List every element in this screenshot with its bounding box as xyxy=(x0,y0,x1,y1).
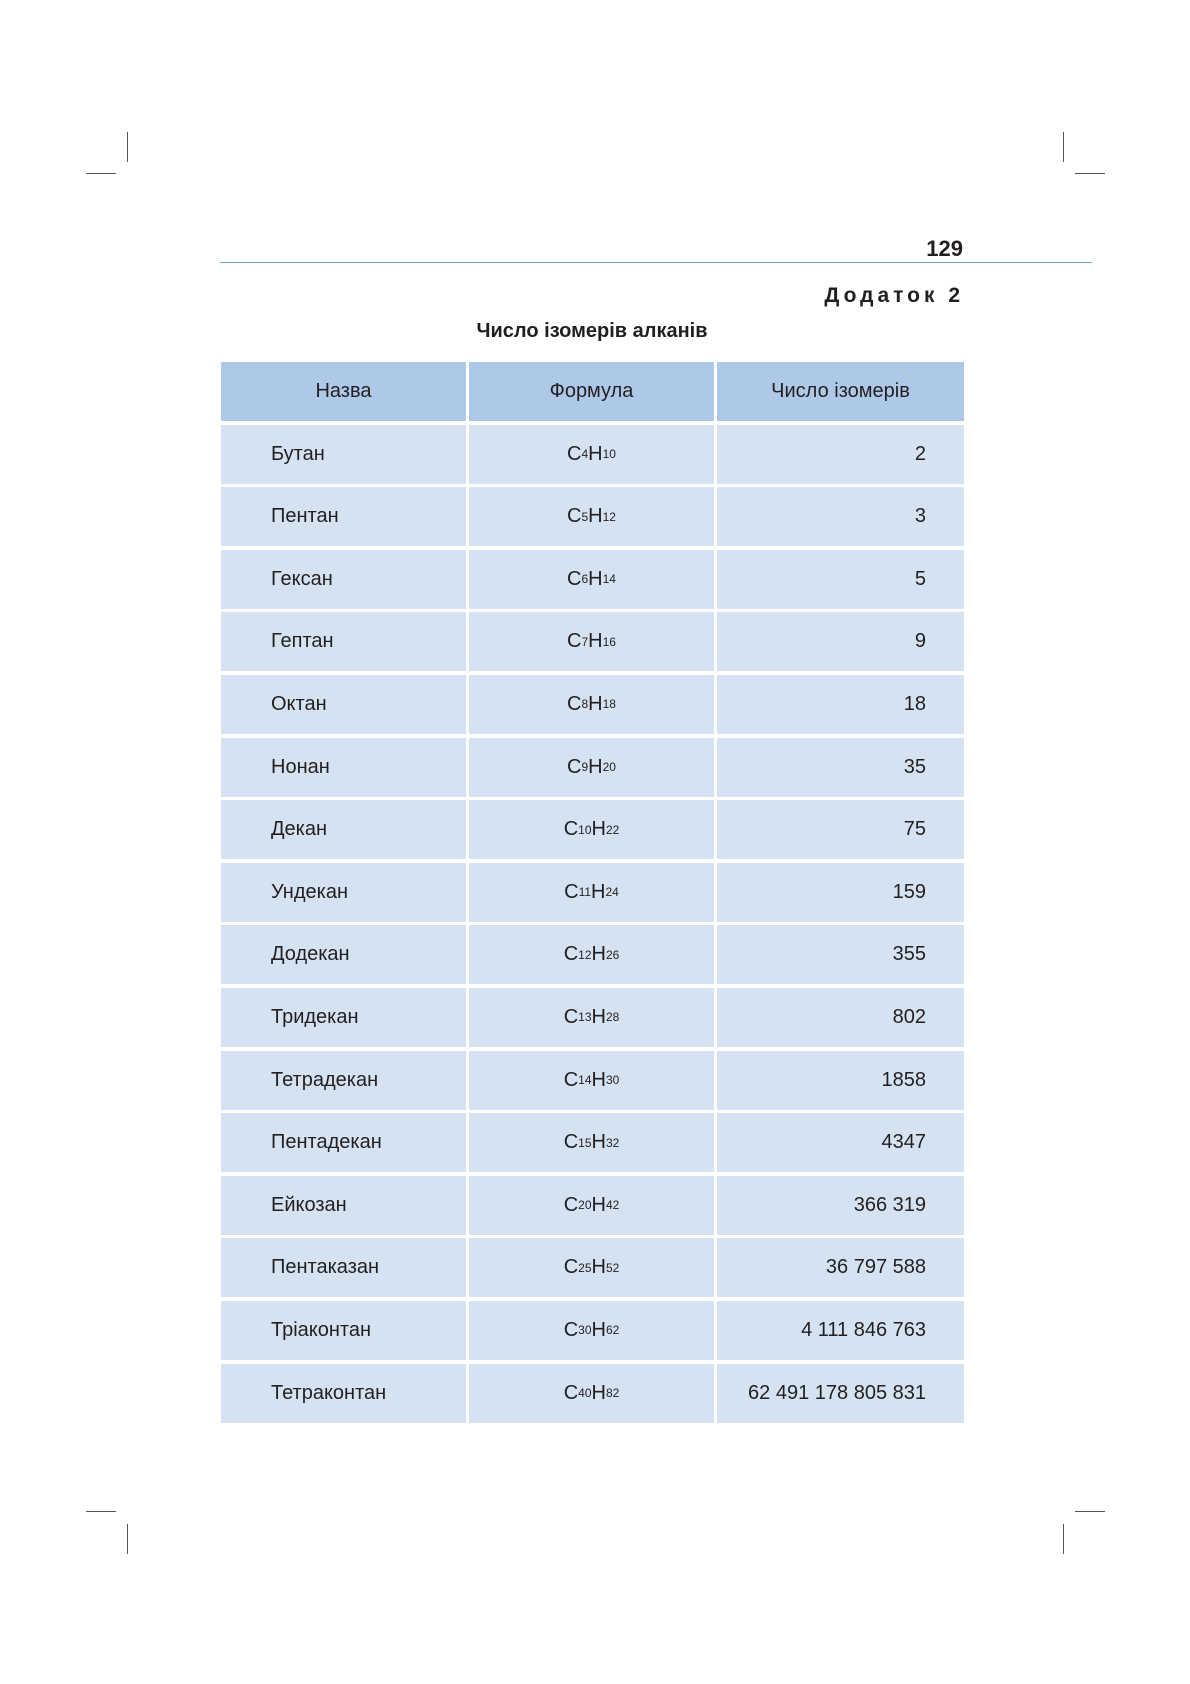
table-row xyxy=(221,675,964,734)
carbon-symbol: C xyxy=(563,1318,579,1341)
isomer-count: 3 xyxy=(717,487,964,546)
page-number: 129 xyxy=(926,236,963,261)
carbon-symbol: C xyxy=(563,1256,579,1279)
hydrogen-symbol: H xyxy=(588,442,603,465)
table-row xyxy=(221,487,964,546)
carbon-symbol: C xyxy=(563,1005,579,1028)
alkane-formula: C 25 H 52 xyxy=(469,1238,714,1297)
hydrogen-symbol: H xyxy=(591,880,606,903)
alkane-name: Тридекан xyxy=(221,988,466,1047)
alkane-name: Тетрадекан xyxy=(221,1051,466,1110)
crop-mark xyxy=(127,132,128,162)
alkane-name: Тріаконтан xyxy=(221,1301,466,1360)
alkane-formula: C 8 H 18 xyxy=(469,675,714,734)
alkane-name: Ейкозан xyxy=(221,1176,466,1235)
hydrogen-symbol: H xyxy=(588,505,603,528)
isomer-count: 2 xyxy=(717,425,964,484)
alkane-formula: C 12 H 26 xyxy=(469,925,714,984)
isomer-count: 9 xyxy=(717,612,964,671)
hydrogen-symbol: H xyxy=(591,1381,606,1404)
column-header-name: Назва xyxy=(221,362,466,421)
hydrogen-symbol: H xyxy=(591,943,606,966)
hydrogen-symbol: H xyxy=(591,1318,606,1341)
hydrogen-symbol: H xyxy=(591,1131,606,1154)
alkane-formula: C 40 H 82 xyxy=(469,1364,714,1423)
alkane-formula: C 20 H 42 xyxy=(469,1176,714,1235)
carbon-symbol: C xyxy=(563,818,579,841)
carbon-symbol: C xyxy=(567,692,582,715)
table-row xyxy=(221,1051,964,1110)
table-row xyxy=(221,1113,964,1172)
alkane-formula: C 4 H 10 xyxy=(469,425,714,484)
carbon-symbol: C xyxy=(567,630,582,653)
table-row xyxy=(221,988,964,1047)
isomer-count: 75 xyxy=(717,800,964,859)
hydrogen-symbol: H xyxy=(591,1256,606,1279)
hydrogen-symbol: H xyxy=(588,567,603,590)
hydrogen-symbol: H xyxy=(591,1193,606,1216)
isomer-count: 35 xyxy=(717,738,964,797)
crop-mark xyxy=(1075,173,1105,174)
isomer-count: 4 111 846 763 xyxy=(717,1301,964,1360)
crop-mark xyxy=(86,1511,116,1512)
carbon-symbol: C xyxy=(563,943,579,966)
hydrogen-symbol: H xyxy=(591,1005,606,1028)
table-row xyxy=(221,863,964,922)
table-row xyxy=(221,1176,964,1235)
alkane-name: Бутан xyxy=(221,425,466,484)
carbon-symbol: C xyxy=(567,442,582,465)
alkane-name: Гексан xyxy=(221,550,466,609)
alkane-formula: C 10 H 22 xyxy=(469,800,714,859)
isomer-count: 355 xyxy=(717,925,964,984)
alkane-formula: C 5 H 12 xyxy=(469,487,714,546)
carbon-symbol: C xyxy=(567,505,582,528)
isomer-count: 4347 xyxy=(717,1113,964,1172)
hydrogen-symbol: H xyxy=(588,630,603,653)
crop-mark xyxy=(127,1524,128,1554)
alkane-formula: C 6 H 14 xyxy=(469,550,714,609)
alkane-formula: C 7 H 16 xyxy=(469,612,714,671)
table-body xyxy=(221,425,964,1423)
isomer-count: 62 491 178 805 831 xyxy=(717,1364,964,1423)
carbon-symbol: C xyxy=(563,1193,579,1216)
crop-mark xyxy=(86,173,116,174)
hydrogen-symbol: H xyxy=(588,755,603,778)
carbon-symbol: C xyxy=(564,880,579,903)
alkane-formula: C 9 H 20 xyxy=(469,738,714,797)
isomer-count: 36 797 588 xyxy=(717,1238,964,1297)
alkane-name: Тетраконтан xyxy=(221,1364,466,1423)
crop-mark xyxy=(1063,1524,1064,1554)
header-rule xyxy=(220,262,1092,263)
alkane-name: Гептан xyxy=(221,612,466,671)
table-row xyxy=(221,612,964,671)
isomer-count: 802 xyxy=(717,988,964,1047)
alkane-name: Ундекан xyxy=(221,863,466,922)
alkane-formula: C 15 H 32 xyxy=(469,1113,714,1172)
table-title: Число ізомерів алканів xyxy=(476,320,708,342)
isomer-count: 1858 xyxy=(717,1051,964,1110)
hydrogen-symbol: H xyxy=(591,1068,606,1091)
alkane-name: Пентан xyxy=(221,487,466,546)
alkane-name: Пентаказан xyxy=(221,1238,466,1297)
alkane-name: Пентадекан xyxy=(221,1113,466,1172)
carbon-symbol: C xyxy=(567,567,582,590)
hydrogen-symbol: H xyxy=(588,692,603,715)
column-header-isomers: Число ізомерів xyxy=(717,362,964,421)
isomer-count: 159 xyxy=(717,863,964,922)
carbon-symbol: C xyxy=(563,1381,579,1404)
alkane-formula: C 11 H 24 xyxy=(469,863,714,922)
isomer-count: 18 xyxy=(717,675,964,734)
appendix-label: Додаток 2 xyxy=(824,284,964,307)
table-row xyxy=(221,1364,964,1423)
alkane-name: Декан xyxy=(221,800,466,859)
carbon-symbol: C xyxy=(563,1068,579,1091)
table-row xyxy=(221,925,964,984)
alkane-name: Додекан xyxy=(221,925,466,984)
table-row xyxy=(221,800,964,859)
carbon-symbol: C xyxy=(563,1131,579,1154)
table-row xyxy=(221,738,964,797)
table-row xyxy=(221,1301,964,1360)
table-row xyxy=(221,425,964,484)
alkane-formula: C 13 H 28 xyxy=(469,988,714,1047)
column-header-formula: Формула xyxy=(469,362,714,421)
crop-mark xyxy=(1075,1511,1105,1512)
alkane-name: Октан xyxy=(221,675,466,734)
table-header-row xyxy=(221,362,964,421)
isomers-table xyxy=(221,362,964,1426)
carbon-symbol: C xyxy=(567,755,582,778)
alkane-formula: C 30 H 62 xyxy=(469,1301,714,1360)
alkane-formula: C 14 H 30 xyxy=(469,1051,714,1110)
isomer-count: 5 xyxy=(717,550,964,609)
hydrogen-symbol: H xyxy=(591,818,606,841)
isomer-count: 366 319 xyxy=(717,1176,964,1235)
table-row xyxy=(221,550,964,609)
alkane-name: Нонан xyxy=(221,738,466,797)
table-row xyxy=(221,1238,964,1297)
crop-mark xyxy=(1063,132,1064,162)
